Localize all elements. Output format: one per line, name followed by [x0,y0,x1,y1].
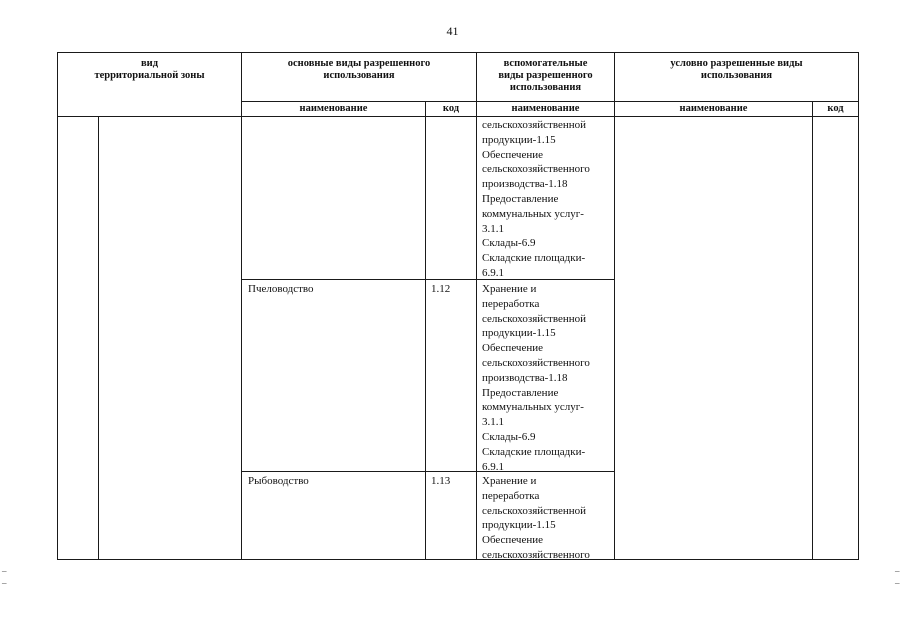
aux-line: сельскохозяйственного [482,356,590,369]
aux-uses-left-line [476,52,477,560]
aux-line: Обеспечение [482,148,543,161]
aux-line: Хранение и [482,475,537,487]
aux-line: Хранение и [482,283,537,295]
aux-line: сельскохозяйственного [482,548,590,561]
aux-line: продукции-1.15 [482,133,556,146]
aux-line: сельскохозяйственной [482,119,587,131]
aux-line: коммунальных услуг- [482,401,584,414]
aux-line: сельскохозяйственного [482,163,590,176]
subheader-conditional-code: код [827,103,844,114]
aux-line: производства-1.18 [482,178,568,191]
scan-mark-right: – [895,566,900,576]
aux-line: Складские площадки- [482,252,586,265]
aux-line: Обеспечение [482,534,543,547]
row-beekeeping-name: Пчеловодство [248,283,314,295]
aux-line: Предоставление [482,386,559,399]
aux-line: 6.9.1 [482,266,504,279]
row-fish-farming-aux-uses [482,474,610,563]
aux-line: Складские площадки- [482,445,586,458]
aux-line: сельскохозяйственной [482,312,587,325]
aux-line: производства-1.18 [482,371,568,384]
row-beekeeping-code: 1.12 [431,283,451,295]
header-main-uses: основные виды разрешенного использования [287,58,431,81]
conditional-code-left-line [812,101,813,560]
header-conditional-uses: условно разрешенные виды использования [670,58,803,81]
subheader-main-code: код [442,103,460,114]
scan-mark-right: – [895,578,900,588]
main-code-left-line [425,101,426,560]
row-fish-farming-name: Рыбоводство [248,475,309,487]
table-bottom-border [57,559,858,560]
conditional-uses-left-line [614,52,615,560]
aux-line: 3.1.1 [482,222,504,235]
table-right-border [858,52,859,560]
aux-line: Обеспечение [482,342,543,355]
main-uses-left-line [241,52,242,560]
table-left-border [57,52,58,560]
aux-line: сельскохозяйственной [482,504,587,517]
continued-aux-uses [482,118,610,281]
aux-line: Склады-6.9 [482,430,536,443]
aux-line: Склады-6.9 [482,237,536,250]
row-beekeeping-aux-uses [482,282,610,474]
zone-inner-line [98,116,99,560]
row-fish-farming-code: 1.13 [431,475,451,487]
aux-line: коммунальных услуг- [482,207,584,220]
header-zone-type: вид территориальной зоны [94,58,205,81]
aux-line: 6.9.1 [482,460,504,473]
subheader-conditional-name: наименование [679,103,748,114]
table-top-border [57,52,858,53]
subheader-main-name: наименование [299,103,368,114]
page-number: 41 [446,24,459,38]
header-bottom-line [57,116,858,117]
header-aux-uses: вспомогательные виды разрешенного использования [498,58,593,93]
aux-line: переработка [482,489,540,502]
aux-line: продукции-1.15 [482,519,556,532]
scan-mark-left: – [2,578,7,588]
aux-line: переработка [482,297,540,310]
subheader-aux-name: наименование [511,103,580,114]
aux-line: Предоставление [482,192,559,205]
aux-line: продукции-1.15 [482,327,556,340]
subheader-top-line [241,101,858,102]
aux-line: 3.1.1 [482,416,504,429]
scan-mark-left: – [2,566,7,576]
